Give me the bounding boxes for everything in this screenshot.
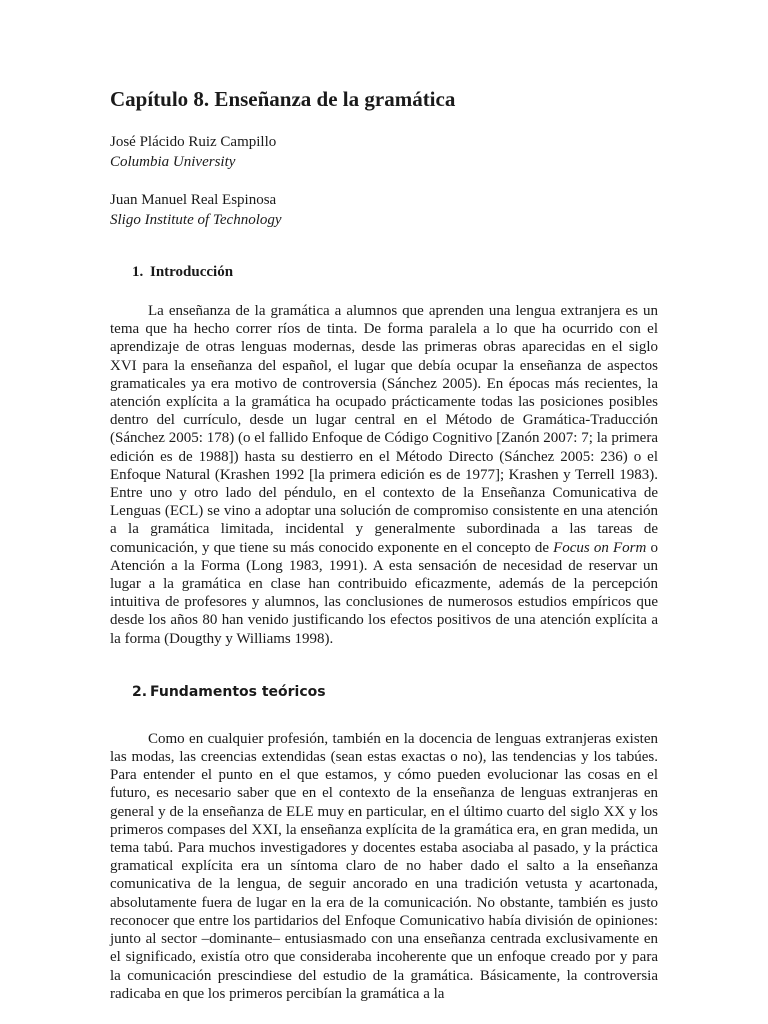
author-affiliation: Columbia University	[110, 154, 236, 170]
section-number: 2.	[132, 683, 148, 700]
body-paragraph-2: Como en cualquier profesión, también en la docencia de lenguas extranjeras existen las modas, las creencias extendidas (sean estas exactas o no), las tendencias y los tabúes. Para entender el punto en el que estamos, y cómo pueden evolucionar las cosas en el futuro, es necesario saber que en el contexto de la enseñanza de lenguas extranjeras en general y de la enseñanza de ELE muy en particular, en el último cuarto del siglo XX y los primeros compases del XXI, la enseñanza explícita de la gramática era, en gran medida, un tema tabú. Para muchos investigadores y docentes estaba asociaba al pasado, y la práctica gramatical explícita era un síntoma claro de no haber dado el salto a la enseñanza comunicativa de la lengua, de seguir ancorado en una tradición vetusta y acartonada, absolutamente fuera de lugar en la era de la comunicación. No obstante, también es justo reconocer que entre los partidarios del Enfoque Comunicativo había división de opiniones: junto al sector –dominante– entusiasmado con una enseñanza centrada exclusivamente en el significado, existía otro que consideraba incoherente que un enfoque creado por y para la comunicación prescindiese del estudio de la gramática. Básicamente, la controversia radicaba en que los primeros percibían la gramática a la	[110, 730, 658, 1002]
section-number: 1.	[132, 264, 144, 280]
author-affiliation: Sligo Institute of Technology	[110, 212, 282, 228]
chapter-title: Capítulo 8. Enseñanza de la gramática	[110, 87, 456, 111]
author-block-2	[110, 190, 658, 230]
page-content	[110, 86, 658, 1003]
author-block-1	[110, 132, 658, 172]
author-name: José Plácido Ruiz Campillo	[110, 134, 277, 150]
section-title: Introducción	[150, 264, 234, 280]
section-heading-fundamentos	[110, 682, 658, 702]
body-paragraph-1	[110, 302, 658, 648]
italic-term: Focus on Form	[553, 539, 647, 556]
author-name: Juan Manuel Real Espinosa	[110, 192, 277, 208]
section-heading-introduccion	[110, 262, 658, 282]
paragraph-text: o Atención a la Forma (Long 1983, 1991). A esta sensación de necesidad de reservar un lugar a la gramática en clase han contribuido eficazmente, además de la percepción intuitiva de profesores y alumnos, las conclusiones de numerosos estudios empíricos que desde los años 80 han venido justificando los efectos positivos de una atención explícita a la forma (Dougthy y Williams 1998).	[110, 539, 658, 647]
section-title: Fundamentos teóricos	[150, 683, 326, 700]
paragraph-text: La enseñanza de la gramática a alumnos que aprenden una lengua extranjera es un tema que ha hecho correr ríos de tinta. De forma paralela a lo que ha ocurrido con el aprendizaje de otras lenguas modernas, desde las primeras obras aparecidas en el siglo XVI para la enseñanza del español, el lugar que debía ocupar la enseñanza de aspectos gramaticales ya era motivo de controversia (Sánchez 2005). En épocas más recientes, la atención explícita a la gramática ha ocupado prácticamente todas las posiciones posibles dentro del currículo, desde un lugar central en el Método de Gramática-Traducción (Sánchez 2005: 178) (o el fallido Enfoque de Código Cognitivo [Zanón 2007: 7; la primera edición es de 1988]) hasta su destierro en el Método Directo (Sánchez 2005: 236) o el Enfoque Natural (Krashen 1992 [la primera edición es de 1977]; Krashen y Terrell 1983). Entre uno y otro lado del péndulo, en el contexto de la Enseñanza Comunicativa de Lenguas (ECL) se vino a adoptar una solución de compromiso consistente en una atención a la gramática limitada, incidental y generalmente subordinada a las tareas de comunicación, y que tiene su más conocido exponente en el concepto de	[110, 303, 658, 556]
